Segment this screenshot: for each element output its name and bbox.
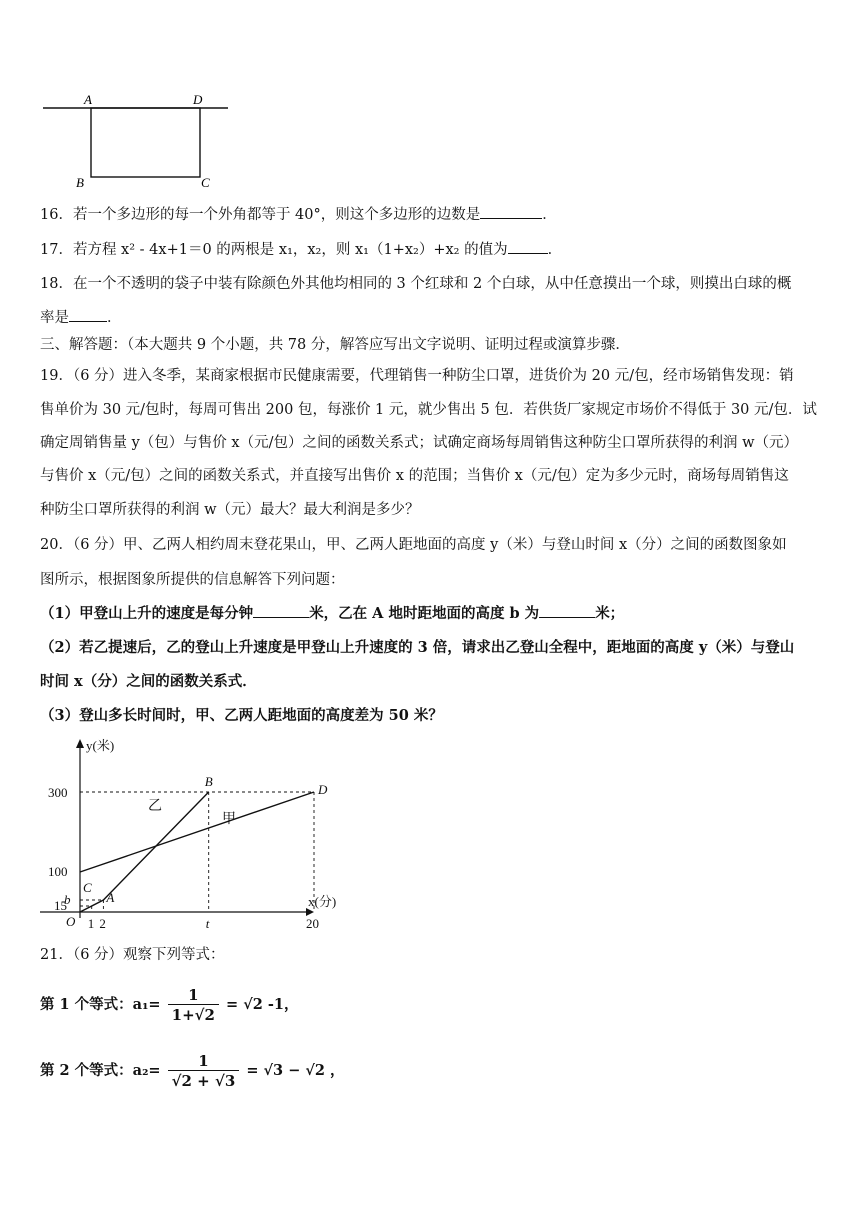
eq1-fraction [168, 986, 219, 1025]
question-20-part2-line1 [40, 638, 794, 658]
chart-labels [48, 738, 336, 931]
question-19-line5 [40, 500, 420, 520]
question-19-line1 [40, 366, 794, 386]
q16-blank [480, 204, 542, 219]
y-tick-15: 15 [54, 898, 67, 913]
point-c: C [83, 880, 92, 895]
y-axis-label: y(米) [86, 738, 115, 753]
label-c: C [201, 175, 210, 190]
series-yi-line [80, 792, 209, 912]
eq2-label: 第 2 个等式：a₂= [40, 1062, 161, 1079]
question-20-part3 [40, 706, 443, 726]
point-b: B [204, 774, 213, 789]
point-o: O [66, 914, 76, 929]
question-21-intro [40, 945, 225, 965]
question-18-line2 [40, 307, 122, 328]
rectangle-abcd [91, 108, 200, 177]
q17-end: ． [547, 242, 563, 258]
chart-guides [80, 792, 314, 912]
q20-p1-b: 米，乙在 A 地时距地面的高度 b 为 [309, 605, 540, 622]
eq1-label: 第 1 个等式：a₁= [40, 996, 161, 1013]
q20-line: 图所示，根据图象所提供的信息解答下列问题： [40, 572, 345, 588]
question-20-part1 [40, 603, 624, 624]
x-tick-2: 2 [99, 916, 106, 931]
eq1-numerator: 1 [168, 986, 219, 1005]
chart-series [80, 792, 314, 912]
question-18-line1 [40, 274, 791, 294]
q20-line: 20．（6 分）甲、乙两人相约周末登花果山，甲、乙两人距地面的高度 y（米）与登山时间 x（分）之间的函数图象如 [40, 537, 787, 553]
x-tick-20: 20 [306, 916, 319, 931]
q18-text: 18．在一个不透明的袋子中装有除颜色外其他均相同的 3 个红球和 2 个白球，从中任意摸出一个球，则摸出白球的概 [40, 276, 792, 292]
rectangle-figure [40, 88, 240, 192]
eq2-denominator: √2 + √3 [171, 1071, 236, 1090]
eq2-fraction [168, 1052, 240, 1091]
q16-text: 16．若一个多边形的每一个外角都等于 40°，则这个多边形的边数是 [40, 207, 481, 223]
question-21-eq1 [40, 985, 299, 1025]
q21-intro-text: 21．（6 分）观察下列等式： [40, 947, 225, 963]
q20-p2-line2: 时间 x（分）之间的函数关系式． [40, 673, 257, 690]
q19-line: 种防尘口罩所获得的利润 w（元）最大？最大利润是多少？ [40, 502, 420, 518]
question-20-line1 [40, 535, 787, 555]
x-tick-1: 1 [87, 916, 95, 931]
question-17 [40, 239, 562, 260]
q20-p2-line1: （2）若乙提速后，乙的登山上升速度是甲登山上升速度的 3 倍，请求出乙登山全程中，距地面的高度 y（米）与登山 [40, 639, 795, 656]
point-a: A [106, 890, 115, 905]
x-axis-arrow [306, 908, 314, 916]
question-16 [40, 204, 557, 225]
label-a: A [84, 92, 92, 107]
q17-text: 17．若方程 x² - 4x+1＝0 的两根是 x₁，x₂，则 x₁（1+x₂）+x₂ 的值为 [40, 242, 508, 258]
q19-line: 确定周销售量 y（包）与售价 x（元/包）之间的函数关系式；试确定商场每周销售这种防尘口罩所获得的利润 w（元） [40, 435, 798, 451]
eq1-rhs: = √2 -1， [226, 996, 299, 1013]
y-tick-300: 300 [48, 785, 68, 800]
height-time-chart [36, 734, 356, 934]
question-19-line2 [40, 400, 817, 420]
x-axis-label: x(分) [308, 894, 337, 909]
question-20-part2-line2 [40, 672, 257, 692]
series-jia-name: 甲 [222, 812, 236, 827]
eq1-denominator: 1+√2 [171, 1005, 215, 1024]
label-d: D [193, 92, 203, 107]
series-yi-name: 乙 [148, 799, 162, 814]
question-20-line2 [40, 570, 345, 590]
point-d: D [318, 782, 328, 797]
q20-blank-2 [539, 603, 595, 618]
q17-blank [508, 239, 548, 254]
q18-end: ． [107, 310, 122, 326]
section-3-text: 三、解答题：（本大题共 9 个小题，共 78 分，解答应写出文字说明、证明过程或演算步骤． [40, 337, 630, 353]
y-axis-arrow [76, 739, 84, 748]
question-19-line3 [40, 433, 798, 453]
y-tick-b: b [64, 892, 71, 907]
q19-line: 售单价为 30 元/包时，每周可售出 200 包，每涨价 1 元，就少售出 5 包．若供货厂家规定市场价不得低于 30 元/包．试 [40, 402, 817, 418]
label-b: B [76, 175, 84, 190]
q20-p1-c: 米； [595, 605, 625, 622]
eq2-numerator: 1 [168, 1052, 240, 1071]
q16-end: ． [542, 207, 557, 223]
question-21-eq2 [40, 1051, 345, 1091]
q20-p3: （3）登山多长时间时，甲、乙两人距地面的高度差为 50 米？ [40, 707, 443, 724]
q19-line: 19．（6 分）进入冬季，某商家根据市民健康需要，代理销售一种防尘口罩，进货价为 20 元/包，经市场销售发现：销 [40, 368, 794, 384]
q20-p1-a: （1）甲登山上升的速度是每分钟 [40, 605, 254, 622]
q19-line: 与售价 x（元/包）之间的函数关系式，并直接写出售价 x 的范围；当售价 x（元/包）定为多少元时，商场每周销售这 [40, 468, 789, 484]
eq2-rhs: = √3 − √2 ， [246, 1062, 345, 1079]
question-19-line4 [40, 466, 789, 486]
q18-blank [69, 307, 107, 322]
q18-text-2: 率是 [40, 310, 69, 326]
section-3-heading [40, 335, 630, 355]
q20-blank-1 [253, 603, 309, 618]
chart-axes [40, 739, 314, 918]
x-tick-t: t [205, 916, 210, 931]
y-tick-100: 100 [48, 864, 68, 879]
